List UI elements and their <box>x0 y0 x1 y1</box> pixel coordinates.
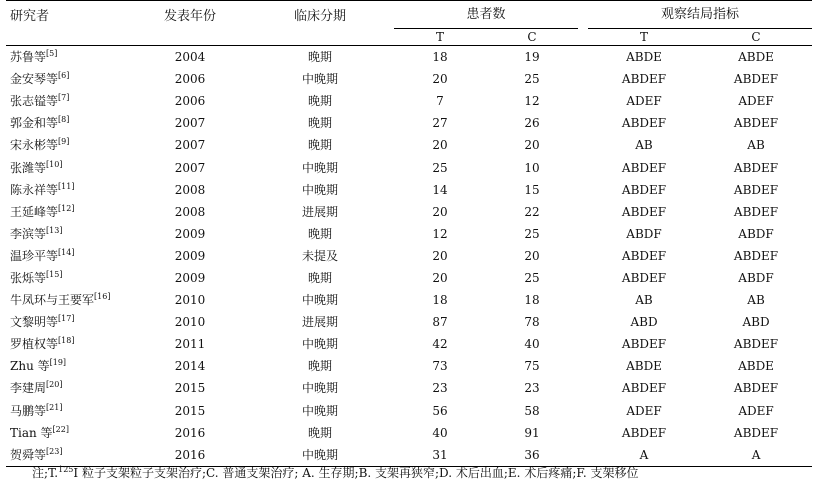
header-stage: 临床分期 <box>254 1 386 46</box>
cell-outcome-t: ABDEF <box>621 270 667 285</box>
cell-outcome-c: ABDEF <box>733 381 779 396</box>
table-row <box>6 422 812 444</box>
table-row <box>6 223 812 245</box>
table-row <box>6 444 812 467</box>
cell-researcher <box>6 333 126 355</box>
cell-patients-c: 20 <box>524 248 540 263</box>
cell-year: 2010 <box>174 315 206 330</box>
researcher-name: 贺舜等 <box>10 447 47 462</box>
cell-outcome-c: ABDEF <box>733 337 779 352</box>
cell-patients-c: 22 <box>524 204 540 219</box>
cell-patients-c: 78 <box>524 315 540 330</box>
table-row <box>6 134 812 156</box>
cell-outcome-t: ABDEF <box>621 248 667 263</box>
cell-outcome-t: ABDE <box>626 359 662 374</box>
cell-patients-c: 15 <box>524 182 540 197</box>
cell-researcher <box>6 444 126 467</box>
cell-outcome-c: ABDEF <box>733 116 779 131</box>
cell-patients-t: 12 <box>432 226 448 241</box>
reference-number: [5] <box>46 49 58 59</box>
table-row <box>6 355 812 377</box>
cell-patients-t: 23 <box>432 381 448 396</box>
cell-patients-t: 31 <box>432 447 448 462</box>
reference-number: [23] <box>46 446 63 456</box>
cell-stage: 中晚期 <box>301 381 338 396</box>
cell-outcome-t: ABDEF <box>621 116 667 131</box>
cell-outcome-c: ABDE <box>738 359 774 374</box>
cell-outcome-t: A <box>639 447 649 462</box>
footnote-text: I 粒子支架粒子支架治疗;C. 普通支架治疗; A. 生存期;B. 支架再狭窄;D. 术后出血;E. 术后疼痛;F. 支架移位 <box>73 466 639 480</box>
cell-patients-c: 40 <box>524 337 540 352</box>
cell-year: 2008 <box>174 182 206 197</box>
researcher-name: 张潍等 <box>10 160 47 175</box>
cell-year: 2009 <box>174 270 206 285</box>
cell-outcome-c: AB <box>747 138 765 153</box>
cell-stage: 中晚期 <box>301 293 338 308</box>
cell-year: 2007 <box>174 116 206 131</box>
cell-patients-t: 18 <box>432 293 448 308</box>
cell-patients-t: 20 <box>432 248 448 263</box>
cell-patients-t: 25 <box>432 160 448 175</box>
cell-year: 2016 <box>174 425 206 440</box>
cell-patients-t: 56 <box>432 403 448 418</box>
cell-outcome-c: ABDF <box>738 270 774 285</box>
cell-outcome-t: ABDEF <box>621 160 667 175</box>
table-row <box>6 333 812 355</box>
cell-patients-c: 23 <box>524 381 540 396</box>
reference-number: [14] <box>58 247 75 257</box>
header-patients-c: C <box>486 29 578 46</box>
header-outcomes-t: T <box>588 29 700 46</box>
table-row <box>6 46 812 69</box>
cell-year: 2011 <box>174 337 206 352</box>
cell-patients-c: 75 <box>524 359 540 374</box>
cell-stage: 晚期 <box>307 425 332 440</box>
table-row <box>6 377 812 399</box>
cell-patients-t: 14 <box>432 182 448 197</box>
cell-outcome-c: AB <box>747 293 765 308</box>
reference-number: [20] <box>46 380 63 390</box>
cell-outcome-t: ADEF <box>626 94 662 109</box>
cell-outcome-c: ABDEF <box>733 72 779 87</box>
cell-year: 2007 <box>174 138 206 153</box>
cell-researcher <box>6 179 126 201</box>
reference-number: [9] <box>58 137 70 147</box>
header-outcomes: 观察结局指标 <box>588 1 812 29</box>
cell-patients-c: 25 <box>524 72 540 87</box>
cell-stage: 晚期 <box>307 138 332 153</box>
reference-number: [15] <box>46 269 63 279</box>
cell-year: 2006 <box>174 72 206 87</box>
cell-outcome-t: ABDF <box>626 226 662 241</box>
reference-number: [8] <box>58 115 70 125</box>
cell-patients-c: 18 <box>524 293 540 308</box>
table-row <box>6 201 812 223</box>
cell-patients-t: 20 <box>432 270 448 285</box>
cell-patients-t: 73 <box>432 359 448 374</box>
cell-patients-c: 12 <box>524 94 540 109</box>
cell-outcome-c: ABD <box>742 315 770 330</box>
cell-outcome-t: ADEF <box>626 403 662 418</box>
cell-researcher <box>6 267 126 289</box>
cell-outcome-c: ABDEF <box>733 248 779 263</box>
cell-outcome-t: ABDEF <box>621 204 667 219</box>
reference-number: [22] <box>52 424 69 434</box>
cell-outcome-t: ABDEF <box>621 182 667 197</box>
cell-stage: 中晚期 <box>301 337 338 352</box>
cell-outcome-c: ABDEF <box>733 425 779 440</box>
reference-number: [18] <box>58 336 75 346</box>
header-outcomes-c: C <box>700 29 812 46</box>
cell-stage: 中晚期 <box>301 72 338 87</box>
cell-patients-c: 25 <box>524 226 540 241</box>
footnote-prefix: 注;T. <box>32 466 59 480</box>
researcher-name: 陈永祥等 <box>10 182 59 197</box>
cell-researcher <box>6 90 126 112</box>
researcher-name: 宋永彬等 <box>10 138 59 153</box>
table-row <box>6 267 812 289</box>
researcher-name: 文黎明等 <box>10 315 59 330</box>
cell-year: 2015 <box>174 381 206 396</box>
footnote-isotope-mass: 125 <box>58 465 74 474</box>
cell-stage: 中晚期 <box>301 447 338 462</box>
researcher-name: Zhu 等 <box>10 359 50 374</box>
researcher-name: Tian 等 <box>10 425 53 440</box>
cell-outcome-t: ABDE <box>626 50 662 65</box>
cell-researcher <box>6 112 126 134</box>
table-row <box>6 156 812 178</box>
cell-stage: 中晚期 <box>301 160 338 175</box>
cell-year: 2009 <box>174 248 206 263</box>
cell-patients-t: 87 <box>432 315 448 330</box>
table-row <box>6 90 812 112</box>
cell-outcome-t: ABDEF <box>621 425 667 440</box>
cell-stage: 进展期 <box>301 204 338 219</box>
table-body <box>6 46 812 467</box>
table-row <box>6 289 812 311</box>
reference-number: [16] <box>94 292 111 302</box>
cell-researcher <box>6 400 126 422</box>
header-year: 发表年份 <box>126 1 254 46</box>
cell-patients-c: 10 <box>524 160 540 175</box>
cell-stage: 进展期 <box>301 315 338 330</box>
cell-stage: 晚期 <box>307 94 332 109</box>
cell-year: 2004 <box>174 50 206 65</box>
reference-number: [17] <box>58 314 75 324</box>
cell-researcher <box>6 223 126 245</box>
cell-outcome-c: ADEF <box>738 403 774 418</box>
cell-year: 2007 <box>174 160 206 175</box>
cell-stage: 晚期 <box>307 226 332 241</box>
cell-year: 2008 <box>174 204 206 219</box>
cell-outcome-c: ABDF <box>738 226 774 241</box>
table-row <box>6 400 812 422</box>
cell-outcome-t: ABDEF <box>621 72 667 87</box>
researcher-name: 王延峰等 <box>10 204 59 219</box>
cell-year: 2009 <box>174 226 206 241</box>
cell-researcher <box>6 134 126 156</box>
table-row <box>6 311 812 333</box>
reference-number: [6] <box>58 71 70 81</box>
researcher-name: 张志镒等 <box>10 94 59 109</box>
cell-outcome-c: ABDE <box>738 50 774 65</box>
researcher-name: 温珍平等 <box>10 248 59 263</box>
cell-patients-t: 20 <box>432 138 448 153</box>
reference-number: [12] <box>58 203 75 213</box>
reference-number: [7] <box>58 93 70 103</box>
cell-researcher <box>6 68 126 90</box>
cell-year: 2016 <box>174 447 206 462</box>
cell-stage: 晚期 <box>307 50 332 65</box>
header-patients: 患者数 <box>394 1 578 29</box>
cell-patients-c: 26 <box>524 116 540 131</box>
cell-patients-t: 20 <box>432 204 448 219</box>
cell-year: 2014 <box>174 359 206 374</box>
researcher-name: 马鹏等 <box>10 403 47 418</box>
cell-year: 2010 <box>174 293 206 308</box>
reference-number: [13] <box>46 225 63 235</box>
researcher-name: 李建周 <box>10 381 47 396</box>
header-patients-t: T <box>394 29 486 46</box>
cell-outcome-c: ADEF <box>738 94 774 109</box>
cell-patients-c: 36 <box>524 447 540 462</box>
cell-stage: 晚期 <box>307 359 332 374</box>
cell-patients-c: 19 <box>524 50 540 65</box>
cell-patients-c: 25 <box>524 270 540 285</box>
cell-outcome-t: ABDEF <box>621 381 667 396</box>
cell-researcher <box>6 422 126 444</box>
reference-number: [11] <box>58 181 75 191</box>
cell-outcome-c: A <box>751 447 761 462</box>
cell-researcher <box>6 201 126 223</box>
researcher-name: 李滨等 <box>10 226 47 241</box>
researcher-name: 牛凤环与王要军 <box>10 293 95 308</box>
cell-researcher <box>6 156 126 178</box>
cell-stage: 中晚期 <box>301 182 338 197</box>
header-researcher: 研究者 <box>6 1 126 46</box>
cell-patients-t: 20 <box>432 72 448 87</box>
cell-year: 2006 <box>174 94 206 109</box>
cell-outcome-c: ABDEF <box>733 204 779 219</box>
table-row <box>6 112 812 134</box>
table-row <box>6 245 812 267</box>
cell-outcome-t: ABD <box>630 315 658 330</box>
table-row <box>6 68 812 90</box>
cell-stage: 晚期 <box>307 270 332 285</box>
cell-patients-c: 58 <box>524 403 540 418</box>
cell-patients-t: 18 <box>432 50 448 65</box>
table-header <box>6 1 812 46</box>
researcher-name: 金安琴等 <box>10 72 59 87</box>
cell-researcher <box>6 245 126 267</box>
cell-researcher <box>6 289 126 311</box>
cell-patients-t: 27 <box>432 116 448 131</box>
cell-researcher <box>6 377 126 399</box>
cell-researcher <box>6 311 126 333</box>
researcher-name: 张烁等 <box>10 270 47 285</box>
cell-patients-t: 42 <box>432 337 448 352</box>
cell-patients-t: 40 <box>432 425 448 440</box>
researcher-name: 苏鲁等 <box>10 50 47 65</box>
cell-outcome-t: AB <box>635 293 653 308</box>
reference-number: [19] <box>49 358 67 368</box>
reference-number: [21] <box>46 402 63 412</box>
cell-patients-t: 7 <box>436 94 444 109</box>
cell-patients-c: 91 <box>524 425 540 440</box>
reference-number: [10] <box>46 159 63 169</box>
cell-researcher <box>6 46 126 69</box>
cell-researcher <box>6 355 126 377</box>
cell-year: 2015 <box>174 403 206 418</box>
cell-outcome-t: ABDEF <box>621 337 667 352</box>
researcher-name: 罗植权等 <box>10 337 59 352</box>
table-footnote <box>32 464 638 481</box>
cell-outcome-c: ABDEF <box>733 182 779 197</box>
table-row <box>6 179 812 201</box>
cell-stage: 晚期 <box>307 116 332 131</box>
cell-outcome-t: AB <box>635 138 653 153</box>
cell-patients-c: 20 <box>524 138 540 153</box>
cell-stage: 中晚期 <box>301 403 338 418</box>
cell-stage: 未提及 <box>301 248 338 263</box>
cell-outcome-c: ABDEF <box>733 160 779 175</box>
researcher-name: 郭金和等 <box>10 116 59 131</box>
study-characteristics-table <box>6 0 812 467</box>
